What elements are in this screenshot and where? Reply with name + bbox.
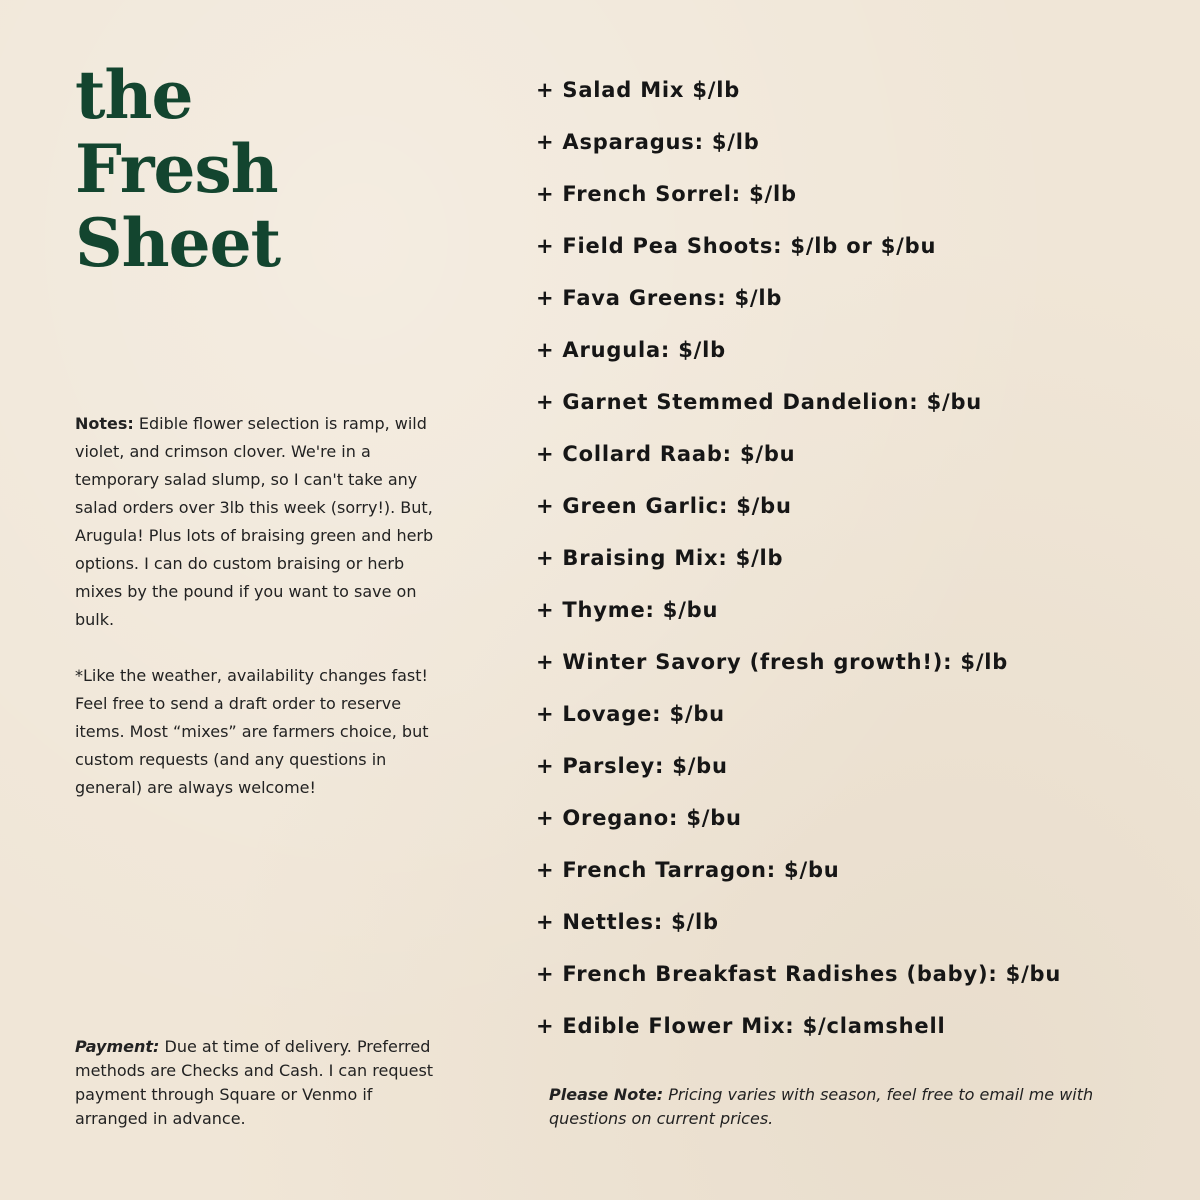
product-item — [536, 228, 1061, 280]
product-label: French Breakfast Radishes (baby): $/bu — [562, 962, 1062, 986]
plus-icon: + — [536, 702, 555, 726]
plus-icon: + — [536, 494, 555, 518]
product-item — [536, 124, 1061, 176]
plus-icon: + — [536, 234, 555, 258]
product-label: Salad Mix $/lb — [562, 78, 741, 102]
product-item — [536, 956, 1061, 1008]
product-label: Garnet Stemmed Dandelion: $/bu — [562, 390, 983, 414]
notes-label: Notes: — [75, 414, 134, 433]
plus-icon: + — [536, 286, 555, 310]
product-item — [536, 1008, 1061, 1060]
payment-text: Due at time of delivery. Preferred methods are Checks and Cash. I can request payment through Square or Venmo if arranged in advance. — [75, 1037, 434, 1128]
product-item — [536, 748, 1061, 800]
title-line-2: Fresh — [75, 130, 278, 208]
product-item — [536, 384, 1061, 436]
product-label: French Tarragon: $/bu — [562, 858, 840, 882]
product-label: Thyme: $/bu — [562, 598, 719, 622]
product-item — [536, 488, 1061, 540]
product-label: Collard Raab: $/bu — [562, 442, 796, 466]
product-label: Winter Savory (fresh growth!): $/lb — [562, 650, 1009, 674]
plus-icon: + — [536, 858, 555, 882]
product-item — [536, 540, 1061, 592]
title-line-3: Sheet — [75, 204, 281, 282]
plus-icon: + — [536, 442, 555, 466]
product-item — [536, 800, 1061, 852]
product-item — [536, 904, 1061, 956]
product-label: Oregano: $/bu — [562, 806, 742, 830]
pricing-note-label: Please Note: — [549, 1085, 664, 1104]
product-item — [536, 176, 1061, 228]
payment-section — [75, 1035, 435, 1131]
product-item — [536, 436, 1061, 488]
pricing-note — [549, 1083, 1129, 1131]
plus-icon: + — [536, 910, 555, 934]
product-label: Asparagus: $/lb — [562, 130, 760, 154]
notes-text: Edible flower selection is ramp, wild violet, and crimson clover. We're in a temporary salad slump, so I can't take any salad orders over 3lb this week (sorry!). But, Arugula! Plus lots of braising green and herb options. I can do custom braising or herb mixes by the pound if you want to save on bulk. — [75, 414, 434, 629]
product-list — [536, 72, 1061, 1060]
plus-icon: + — [536, 754, 555, 778]
plus-icon: + — [536, 598, 555, 622]
product-item — [536, 280, 1061, 332]
plus-icon: + — [536, 182, 555, 206]
product-label: Edible Flower Mix: $/clamshell — [562, 1014, 946, 1038]
availability-paragraph: *Like the weather, availability changes fast! Feel free to send a draft order to reserve items. Most “mixes” are farmers choice, but custom requests (and any questions in general) are always welcome! — [75, 666, 429, 797]
product-label: Parsley: $/bu — [562, 754, 728, 778]
product-label: Green Garlic: $/bu — [562, 494, 792, 518]
payment-label: Payment: — [75, 1037, 160, 1056]
plus-icon: + — [536, 962, 555, 986]
plus-icon: + — [536, 546, 555, 570]
product-item — [536, 696, 1061, 748]
plus-icon: + — [536, 1014, 555, 1038]
pricing-note-text: Pricing varies with season, feel free to email me with questions on current prices. — [549, 1085, 1094, 1128]
plus-icon: + — [536, 806, 555, 830]
product-label: Fava Greens: $/lb — [562, 286, 783, 310]
plus-icon: + — [536, 130, 555, 154]
plus-icon: + — [536, 338, 555, 362]
plus-icon: + — [536, 650, 555, 674]
notes-paragraph — [75, 410, 435, 634]
plus-icon: + — [536, 78, 555, 102]
plus-icon: + — [536, 390, 555, 414]
product-label: Lovage: $/bu — [562, 702, 725, 726]
title-line-1: the — [75, 56, 193, 134]
product-label: Arugula: $/lb — [562, 338, 726, 362]
page-title — [75, 58, 280, 280]
product-item — [536, 644, 1061, 696]
product-label: Nettles: $/lb — [562, 910, 719, 934]
product-label: Field Pea Shoots: $/lb or $/bu — [562, 234, 937, 258]
product-item — [536, 852, 1061, 904]
product-item — [536, 592, 1061, 644]
product-item — [536, 72, 1061, 124]
product-label: Braising Mix: $/lb — [562, 546, 784, 570]
notes-section — [75, 410, 435, 802]
product-item — [536, 332, 1061, 384]
product-label: French Sorrel: $/lb — [562, 182, 797, 206]
